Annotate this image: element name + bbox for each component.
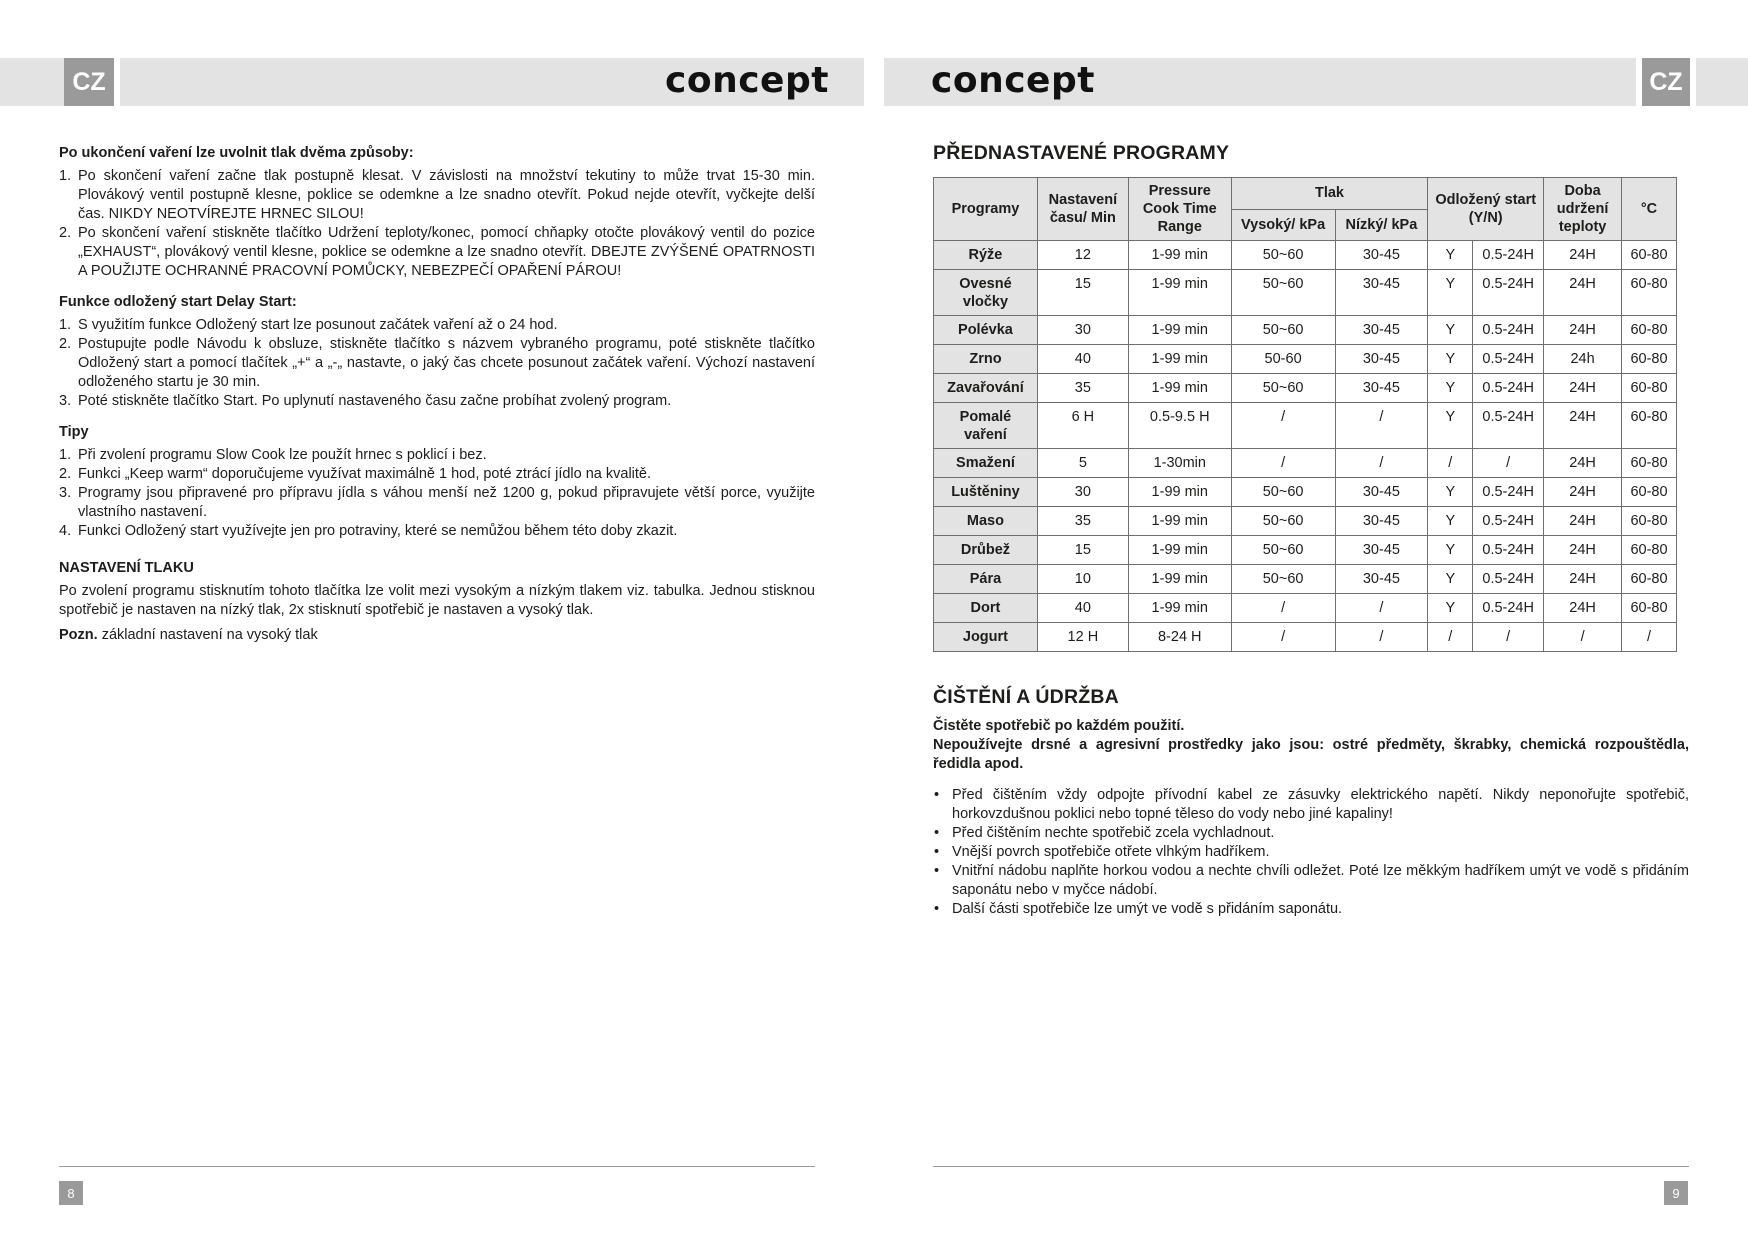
table-cell: Y bbox=[1428, 507, 1473, 536]
program-name-cell: Luštěniny bbox=[934, 478, 1038, 507]
table-cell: 1-99 min bbox=[1128, 536, 1231, 565]
table-row bbox=[934, 316, 1677, 345]
right-page bbox=[933, 144, 1689, 919]
table-cell: 50~60 bbox=[1231, 241, 1335, 270]
table-row bbox=[934, 623, 1677, 652]
table-cell: 30-45 bbox=[1335, 241, 1428, 270]
pressure-note bbox=[59, 626, 815, 645]
table-cell: 0.5-24H bbox=[1473, 345, 1544, 374]
note-text: základní nastavení na vysoký tlak bbox=[97, 627, 318, 643]
table-cell: 30-45 bbox=[1335, 565, 1428, 594]
header-pressure-range: Pressure Cook Time Range bbox=[1128, 178, 1231, 241]
table-cell: 1-99 min bbox=[1128, 478, 1231, 507]
table-cell: Y bbox=[1428, 403, 1473, 449]
program-name-cell: Maso bbox=[934, 507, 1038, 536]
table-cell: 0.5-24H bbox=[1473, 403, 1544, 449]
release-list bbox=[59, 167, 815, 281]
table-cell: 50~60 bbox=[1231, 478, 1335, 507]
table-cell: 1-99 min bbox=[1128, 316, 1231, 345]
table-cell: 50~60 bbox=[1231, 374, 1335, 403]
table-cell: 50-60 bbox=[1231, 345, 1335, 374]
page-number-right: 9 bbox=[1664, 1181, 1688, 1205]
table-cell: 1-99 min bbox=[1128, 345, 1231, 374]
table-cell: 60-80 bbox=[1622, 478, 1677, 507]
table-cell: 30-45 bbox=[1335, 345, 1428, 374]
release-heading: Po ukončení vaření lze uvolnit tlak dvěma způsoby: bbox=[59, 145, 414, 161]
list-item: 2. Postupujte podle Návodu k obsluze, stiskněte tlačítko s názvem vybraného programu, poté stiskněte tlačítko Odložený start a pomocí tlačítek „+“ a „-„ nastavte, o jaký čas chcete posunout začátek vaření. Výchozí nastavení odloženého startu je 30 min. bbox=[59, 336, 815, 390]
table-cell: Y bbox=[1428, 270, 1473, 316]
table-cell: / bbox=[1335, 449, 1428, 478]
table-row bbox=[934, 594, 1677, 623]
cleaning-note-2: Nepoužívejte drsné a agresivní prostředky jako jsou: ostré předměty, škrabky, chemická rozpouštědla, ředidla apod. bbox=[933, 737, 1689, 772]
list-item: • Další části spotřebiče lze umýt ve vodě s přidáním saponátu. bbox=[933, 900, 1689, 919]
table-cell: / bbox=[1428, 449, 1473, 478]
header-doba: Doba udržení teploty bbox=[1544, 178, 1622, 241]
program-name-cell: Dort bbox=[934, 594, 1038, 623]
tips-heading: Tipy bbox=[59, 424, 89, 440]
list-item: 1. Po skončení vaření začne tlak postupně klesat. V závislosti na množství tekutiny to může trvat 15-30 min. Plovákový ventil postupně klesne, poklice se odemkne a lze snadno otevřít. Pokud nejde otevřít, vyčkejte delší čas. NIKDY NEOTVÍREJTE HRNEC SILOU! bbox=[59, 168, 815, 222]
program-name-cell: Pára bbox=[934, 565, 1038, 594]
pressure-text: Po zvolení programu stisknutím tohoto tlačítka lze volit mezi vysokým a nízkým tlakem viz. tabulka. Jednou stisknou spotřebič je nastaven na nízký tlak, 2x stisknutí spotřebič je nastaven a vysoký tlak. bbox=[59, 583, 815, 618]
table-cell: 6 H bbox=[1037, 403, 1128, 449]
table-cell: 1-99 min bbox=[1128, 270, 1231, 316]
header-tlak: Tlak bbox=[1231, 178, 1428, 210]
table-cell: 35 bbox=[1037, 374, 1128, 403]
table-cell: 24H bbox=[1544, 507, 1622, 536]
header-temperature: °C bbox=[1622, 178, 1677, 241]
table-cell: 0.5-24H bbox=[1473, 594, 1544, 623]
table-cell: 30-45 bbox=[1335, 507, 1428, 536]
table-cell: / bbox=[1473, 623, 1544, 652]
table-cell: 0.5-24H bbox=[1473, 507, 1544, 536]
table-cell: 24h bbox=[1544, 345, 1622, 374]
program-name-cell: Drůbež bbox=[934, 536, 1038, 565]
table-cell: 60-80 bbox=[1622, 316, 1677, 345]
table-cell: Y bbox=[1428, 345, 1473, 374]
table-cell: 0.5-24H bbox=[1473, 536, 1544, 565]
delay-list bbox=[59, 316, 815, 411]
list-item: 2. Po skončení vaření stiskněte tlačítko Udržení teploty/konec, pomocí chňapky otočte plovákový ventil do pozice „EXHAUST“, plovákový ventil klesne, poklice se odemkne a lze snadno otevřít. DBEJTE ZVÝŠENÉ OPATRNOSTI A POUŽIJTE OCHRANNÉ PRACOVNÍ POMŮCKY, NEBEZPEČÍ OPAŘENÍ PÁROU! bbox=[59, 225, 815, 279]
table-cell: 12 H bbox=[1037, 623, 1128, 652]
list-item: 3. Programy jsou připravené pro přípravu jídla s váhou menší než 1200 g, pokud připravujete větší porce, využijte vlastního nastavení. bbox=[59, 485, 815, 520]
table-cell: 60-80 bbox=[1622, 374, 1677, 403]
table-cell: / bbox=[1231, 403, 1335, 449]
table-cell: Y bbox=[1428, 316, 1473, 345]
table-cell: 24H bbox=[1544, 403, 1622, 449]
brand-logo-right: concept bbox=[931, 60, 1095, 101]
table-cell: 24H bbox=[1544, 374, 1622, 403]
table-row bbox=[934, 507, 1677, 536]
table-cell: / bbox=[1473, 449, 1544, 478]
list-item: • Před čištěním vždy odpojte přívodní kabel ze zásuvky elektrického napětí. Nikdy neponořujte spotřebič, horkovzdušnou poklici nebo topné těleso do vody nebo jiné kapaliny! bbox=[933, 786, 1689, 824]
brand-logo-left: concept bbox=[665, 60, 829, 101]
table-cell: 8-24 H bbox=[1128, 623, 1231, 652]
table-cell: 24H bbox=[1544, 241, 1622, 270]
header-gap bbox=[864, 58, 884, 106]
table-cell: Y bbox=[1428, 536, 1473, 565]
left-page bbox=[59, 144, 815, 651]
program-name-cell: Ovesné vločky bbox=[934, 270, 1038, 316]
program-name-cell: Zrno bbox=[934, 345, 1038, 374]
table-cell: 30-45 bbox=[1335, 270, 1428, 316]
list-item: 1. Při zvolení programu Slow Cook lze použít hrnec s poklicí i bez. bbox=[59, 447, 487, 463]
table-row bbox=[934, 478, 1677, 507]
table-cell: 30-45 bbox=[1335, 374, 1428, 403]
table-cell: 0.5-24H bbox=[1473, 316, 1544, 345]
table-cell: 24H bbox=[1544, 270, 1622, 316]
table-cell: 60-80 bbox=[1622, 594, 1677, 623]
table-cell: 60-80 bbox=[1622, 565, 1677, 594]
pressure-heading: NASTAVENÍ TLAKU bbox=[59, 560, 194, 576]
header-vysoky: Vysoký/ kPa bbox=[1231, 209, 1335, 241]
table-cell: Y bbox=[1428, 478, 1473, 507]
table-cell: 1-99 min bbox=[1128, 507, 1231, 536]
table-cell: 24H bbox=[1544, 594, 1622, 623]
table-cell: 0.5-24H bbox=[1473, 270, 1544, 316]
table-cell: Y bbox=[1428, 374, 1473, 403]
delay-heading: Funkce odložený start Delay Start: bbox=[59, 294, 297, 310]
table-cell: 1-30min bbox=[1128, 449, 1231, 478]
table-cell: 15 bbox=[1037, 536, 1128, 565]
header-nastaveni: Nastavení času/ Min bbox=[1037, 178, 1128, 241]
list-item: 2. Funkci „Keep warm“ doporučujeme využívat maximálně 1 hod, poté ztrácí jídlo na kvalitě. bbox=[59, 466, 652, 482]
program-name-cell: Polévka bbox=[934, 316, 1038, 345]
table-cell: Y bbox=[1428, 241, 1473, 270]
table-cell: 1-99 min bbox=[1128, 594, 1231, 623]
program-name-cell: Rýže bbox=[934, 241, 1038, 270]
list-item: • Vnitřní nádobu naplňte horkou vodou a nechte chvíli odležet. Poté lze měkkým hadříkem umýt ve vodě s přidáním saponátu nebo v myčce nádobí. bbox=[933, 862, 1689, 900]
table-cell: 15 bbox=[1037, 270, 1128, 316]
table-cell: 30-45 bbox=[1335, 316, 1428, 345]
table-cell: 0.5-24H bbox=[1473, 241, 1544, 270]
table-cell: 1-99 min bbox=[1128, 241, 1231, 270]
programs-title: PŘEDNASTAVENÉ PROGRAMY bbox=[933, 142, 1230, 164]
header-programy: Programy bbox=[934, 178, 1038, 241]
table-cell: 0.5-24H bbox=[1473, 478, 1544, 507]
table-row bbox=[934, 374, 1677, 403]
table-cell: / bbox=[1231, 449, 1335, 478]
table-cell: 0.5-9.5 H bbox=[1128, 403, 1231, 449]
table-cell: / bbox=[1231, 594, 1335, 623]
table-cell: 24H bbox=[1544, 316, 1622, 345]
table-row bbox=[934, 536, 1677, 565]
table-cell: 10 bbox=[1037, 565, 1128, 594]
table-cell: / bbox=[1622, 623, 1677, 652]
list-item: 4. Funkci Odložený start využívejte jen pro potraviny, které se nemůžou během této doby zkazit. bbox=[59, 523, 678, 539]
table-cell: / bbox=[1544, 623, 1622, 652]
table-row bbox=[934, 403, 1677, 449]
table-cell: 40 bbox=[1037, 345, 1128, 374]
table-row bbox=[934, 449, 1677, 478]
header-nizky: Nízký/ kPa bbox=[1335, 209, 1428, 241]
programs-table bbox=[933, 177, 1677, 652]
language-badge-left: CZ bbox=[64, 58, 120, 106]
list-item: • Vnější povrch spotřebiče otřete vlhkým hadříkem. bbox=[933, 843, 1689, 862]
table-cell: 60-80 bbox=[1622, 270, 1677, 316]
table-cell: 24H bbox=[1544, 449, 1622, 478]
programs-table-body bbox=[934, 241, 1677, 652]
table-cell: 50~60 bbox=[1231, 507, 1335, 536]
footer-rule-right bbox=[933, 1166, 1689, 1167]
note-label: Pozn. bbox=[59, 627, 98, 643]
table-cell: 35 bbox=[1037, 507, 1128, 536]
header-odlozeny: Odložený start (Y/N) bbox=[1428, 178, 1544, 241]
table-cell: Y bbox=[1428, 565, 1473, 594]
program-name-cell: Pomalé vaření bbox=[934, 403, 1038, 449]
table-cell: 5 bbox=[1037, 449, 1128, 478]
table-cell: 60-80 bbox=[1622, 345, 1677, 374]
table-cell: 50~60 bbox=[1231, 536, 1335, 565]
table-cell: 0.5-24H bbox=[1473, 374, 1544, 403]
table-row bbox=[934, 241, 1677, 270]
table-cell: 30-45 bbox=[1335, 536, 1428, 565]
table-cell: / bbox=[1335, 403, 1428, 449]
table-cell: 12 bbox=[1037, 241, 1128, 270]
table-cell: 24H bbox=[1544, 478, 1622, 507]
table-cell: 40 bbox=[1037, 594, 1128, 623]
language-badge-right: CZ bbox=[1636, 58, 1696, 106]
program-name-cell: Jogurt bbox=[934, 623, 1038, 652]
table-cell: 50~60 bbox=[1231, 270, 1335, 316]
program-name-cell: Smažení bbox=[934, 449, 1038, 478]
table-cell: Y bbox=[1428, 594, 1473, 623]
cleaning-note-1: Čistěte spotřebič po každém použití. bbox=[933, 718, 1185, 734]
list-item: 3. Poté stiskněte tlačítko Start. Po uplynutí nastaveného času začne probíhat zvolený program. bbox=[59, 393, 672, 409]
program-name-cell: Zavařování bbox=[934, 374, 1038, 403]
table-cell: 1-99 min bbox=[1128, 565, 1231, 594]
table-cell: 60-80 bbox=[1622, 241, 1677, 270]
table-cell: 24H bbox=[1544, 565, 1622, 594]
page-number-left: 8 bbox=[59, 1181, 83, 1205]
table-cell: 1-99 min bbox=[1128, 374, 1231, 403]
table-cell: / bbox=[1335, 623, 1428, 652]
table-cell: 30 bbox=[1037, 316, 1128, 345]
table-cell: / bbox=[1335, 594, 1428, 623]
footer-rule-left bbox=[59, 1166, 815, 1167]
table-cell: 50~60 bbox=[1231, 565, 1335, 594]
table-cell: / bbox=[1231, 623, 1335, 652]
cleaning-title: ČIŠTĚNÍ A ÚDRŽBA bbox=[933, 686, 1119, 708]
cleaning-list bbox=[933, 786, 1689, 919]
table-row bbox=[934, 270, 1677, 316]
table-cell: 30 bbox=[1037, 478, 1128, 507]
table-cell: 60-80 bbox=[1622, 449, 1677, 478]
table-row bbox=[934, 345, 1677, 374]
table-cell: 60-80 bbox=[1622, 536, 1677, 565]
list-item: • Před čištěním nechte spotřebič zcela vychladnout. bbox=[933, 824, 1689, 843]
table-cell: 30-45 bbox=[1335, 478, 1428, 507]
tips-list bbox=[59, 446, 815, 541]
table-cell: 60-80 bbox=[1622, 403, 1677, 449]
table-cell: 0.5-24H bbox=[1473, 565, 1544, 594]
table-cell: 50~60 bbox=[1231, 316, 1335, 345]
table-row bbox=[934, 565, 1677, 594]
table-cell: / bbox=[1428, 623, 1473, 652]
list-item: 1. S využitím funkce Odložený start lze posunout začátek vaření až o 24 hod. bbox=[59, 317, 558, 333]
table-cell: 24H bbox=[1544, 536, 1622, 565]
table-cell: 60-80 bbox=[1622, 507, 1677, 536]
